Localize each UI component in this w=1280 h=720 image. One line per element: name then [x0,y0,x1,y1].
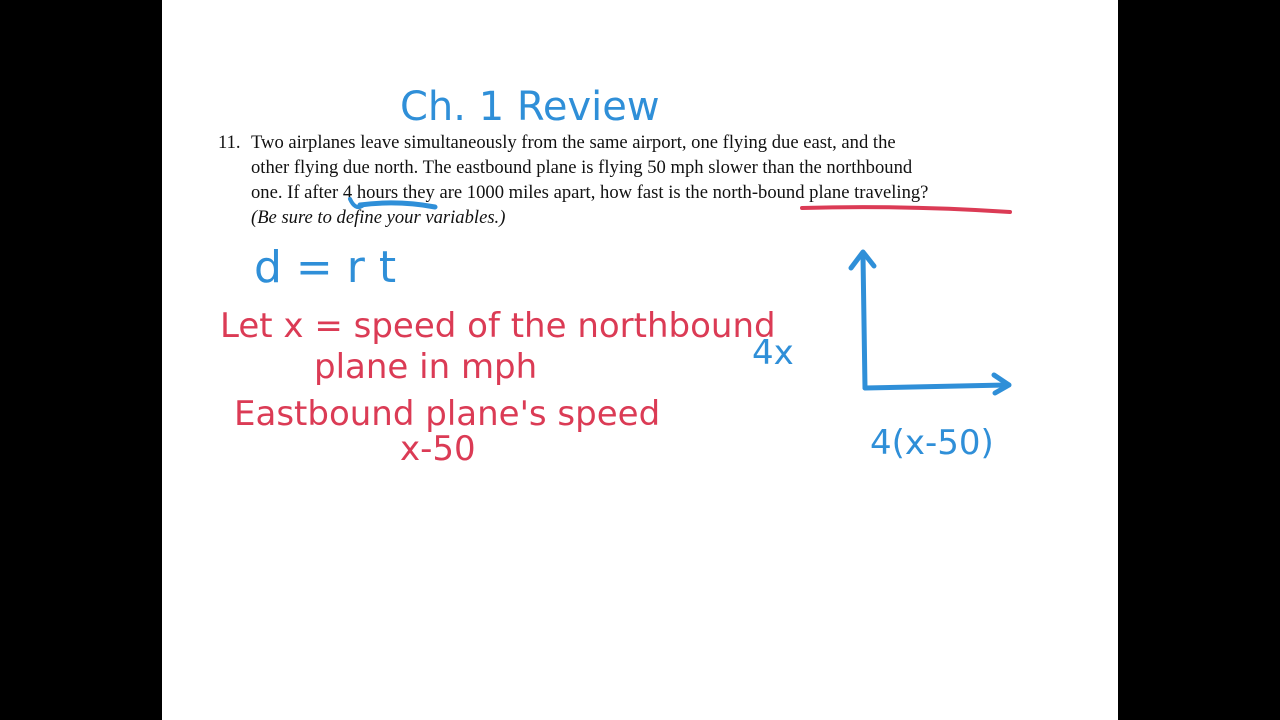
note-eastbound-speed: Eastbound plane's speed [234,394,661,434]
note-plane-in-mph: plane in mph [314,347,538,387]
heading-ch1-review: Ch. 1 Review [400,84,660,130]
problem-line-3: one. If after 4 hours they are 1000 miles apart, how fast is the north-bound plane traveling? [251,182,929,203]
east-distance-label: 4(x-50) [870,423,994,463]
east-arrow-shaft [865,385,1006,388]
handwritten-ink-layer [162,0,1118,720]
note-let-x: Let x = speed of the northbound [220,306,776,346]
formula-d-rt: d = r t [254,242,397,293]
whiteboard-page [162,0,1118,720]
problem-number: 11. [218,132,241,153]
north-distance-label: 4x [752,333,794,373]
north-arrow-shaft [863,256,865,388]
note-x-minus-50: x-50 [400,429,476,469]
underline-4-hours [360,203,435,207]
problem-line-2: other flying due north. The eastbound plane is flying 50 mph slower than the northbound [251,157,913,178]
underline-northbound-plane [802,207,1010,212]
problem-line-1: Two airplanes leave simultaneously from the same airport, one flying due east, and the [251,132,896,153]
problem-note: (Be sure to define your variables.) [251,207,506,228]
